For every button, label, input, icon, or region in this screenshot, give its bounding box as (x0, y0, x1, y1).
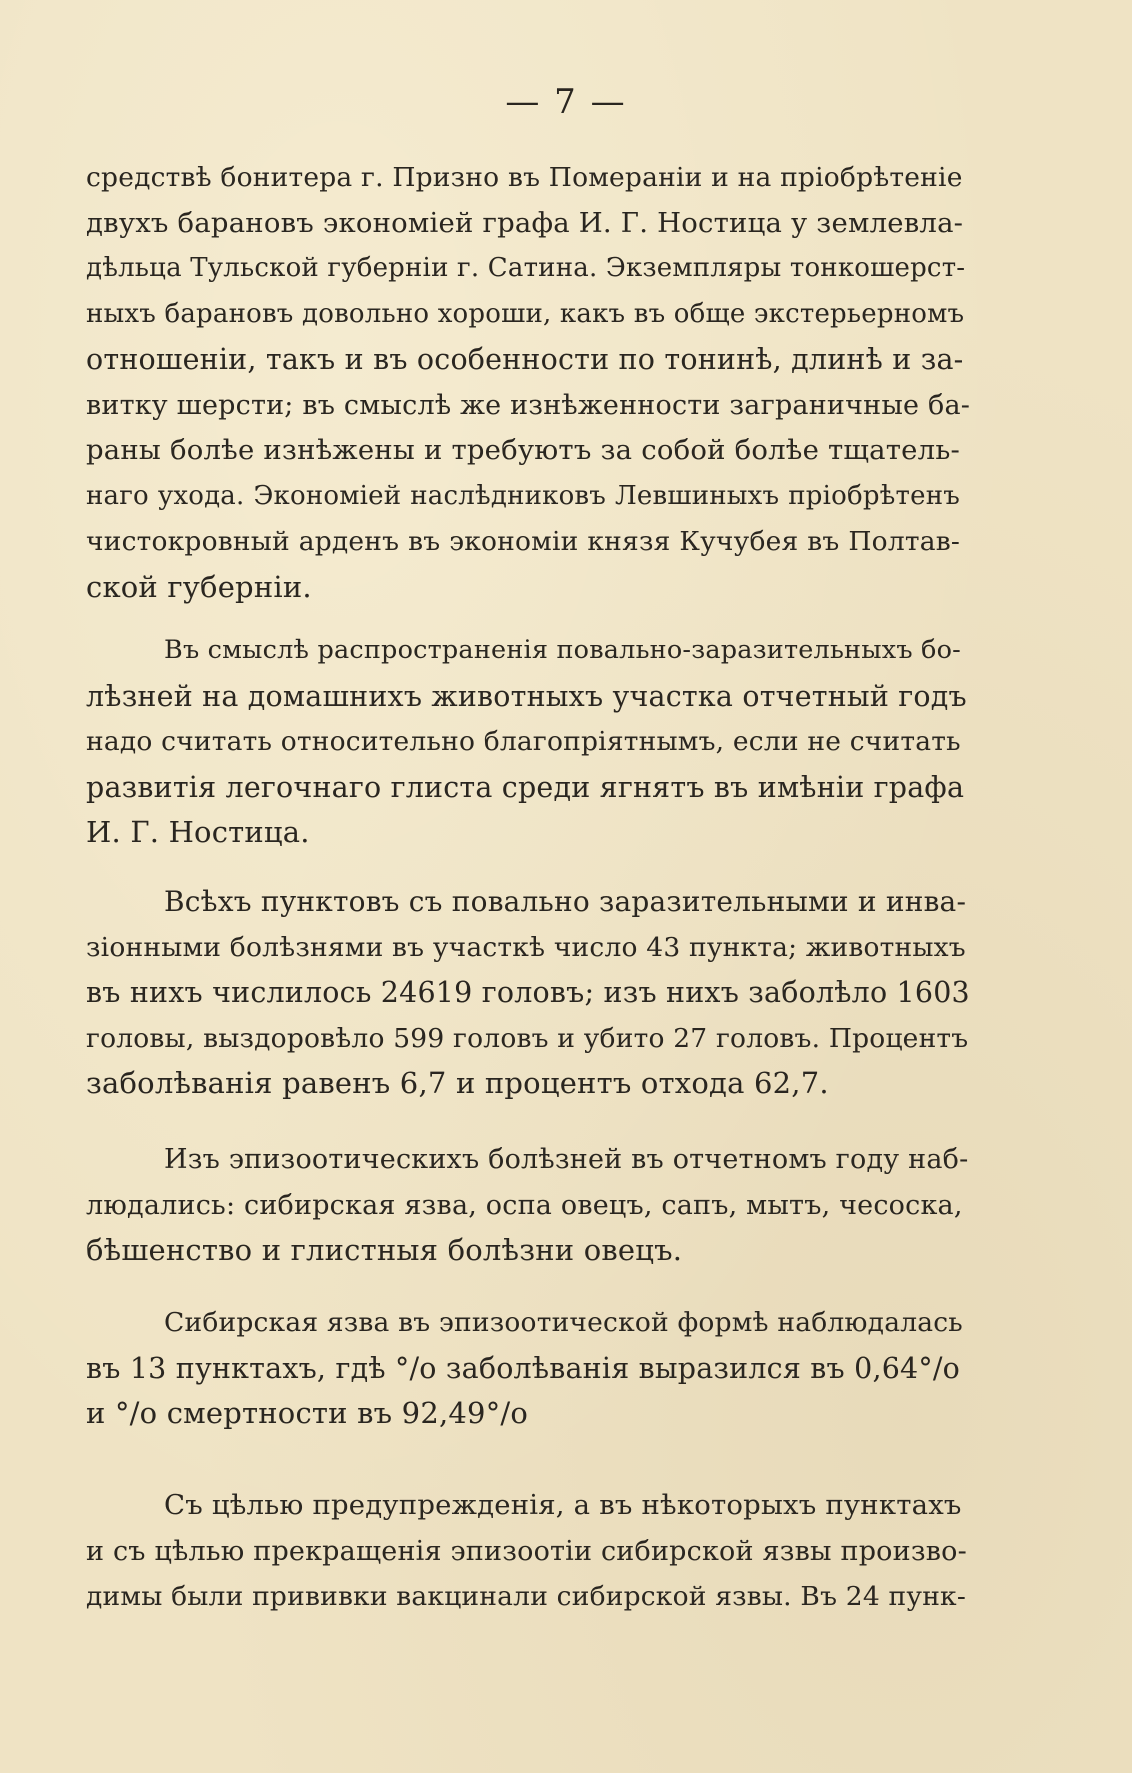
text-line: заболѣванія равенъ 6,7 и процентъ отхода 62,7. (86, 1066, 829, 1100)
text-line: зіонными болѣзнями въ участкѣ число 43 пункта; животныхъ (86, 931, 966, 963)
text-line: въ 13 пунктахъ, гдѣ °/о заболѣванія выразился въ 0,64°/о (86, 1351, 960, 1385)
text-line: Съ цѣлью предупрежденія, а въ нѣкоторыхъ пунктахъ (164, 1489, 962, 1521)
text-line: наго ухода. Экономіей наслѣдниковъ Левшиныхъ пріобрѣтенъ (86, 480, 960, 511)
paragraph-2 (86, 628, 967, 856)
text-line: раны болѣе изнѣжены и требуютъ за собой болѣе тщатель- (86, 434, 960, 466)
paragraph-5 (86, 1300, 963, 1437)
text-line: лѣзней на домашнихъ животныхъ участка отчетный годъ (86, 679, 967, 713)
text-line: бѣшенство и глистныя болѣзни овецъ. (86, 1233, 683, 1267)
text-line: Изъ эпизоотическихъ болѣзней въ отчетномъ году наб- (164, 1144, 969, 1175)
paragraph-1 (86, 155, 971, 610)
text-line: Всѣхъ пунктовъ съ повально заразительными и инва- (164, 885, 967, 918)
text-line: Сибирская язва въ эпизоотической формѣ наблюдалась (164, 1307, 963, 1338)
text-line: витку шерсти; въ смыслѣ же изнѣженности заграничные ба- (86, 389, 971, 421)
page-number: — 7 — (505, 82, 627, 122)
paragraph-4 (86, 1137, 969, 1274)
text-line: дѣльца Тульской губерніи г. Сатина. Экземпляры тонкошерст- (86, 253, 966, 283)
text-line: ныхъ барановъ довольно хороши, какъ въ обще экстерьерномъ (86, 298, 965, 329)
text-line: надо считать относительно благопріятнымъ, если не считать (86, 726, 961, 757)
text-line: развитія легочнаго глиста среди ягнятъ въ имѣніи графа (86, 770, 965, 804)
text-line: И. Г. Ностица. (86, 815, 310, 849)
text-line: средствѣ бонитера г. Призно въ Помераніи и на пріобрѣтеніе (86, 162, 963, 193)
paragraph-3 (86, 879, 970, 1107)
text-line: людались: сибирская язва, оспа овецъ, сапъ, мытъ, чесоска, (86, 1189, 963, 1221)
text-line: и съ цѣлью прекращенія эпизоотіи сибирской язвы произво- (86, 1535, 967, 1567)
text-line: Въ смыслѣ распространенія повально-заразительныхъ бо- (164, 635, 961, 665)
text-line: въ нихъ числилось 24619 головъ; изъ нихъ заболѣло 1603 (86, 976, 970, 1009)
text-line: головы, выздоровѣло 599 головъ и убито 27 головъ. Процентъ (86, 1022, 969, 1054)
text-line: ской губерніи. (86, 569, 312, 604)
text-line: отношеніи, такъ и въ особенности по тонинѣ, длинѣ и за- (86, 343, 964, 376)
text-line: двухъ барановъ экономіей графа И. Г. Ностица у землевла- (86, 206, 964, 239)
text-line: димы были прививки вакцинали сибирской язвы. Въ 24 пунк- (86, 1581, 966, 1612)
paragraph-6 (86, 1483, 967, 1620)
text-line: и °/о смертности въ 92,49°/о (86, 1396, 529, 1430)
text-line: чистокровный арденъ въ экономіи князя Кучубея въ Полтав- (86, 526, 960, 557)
